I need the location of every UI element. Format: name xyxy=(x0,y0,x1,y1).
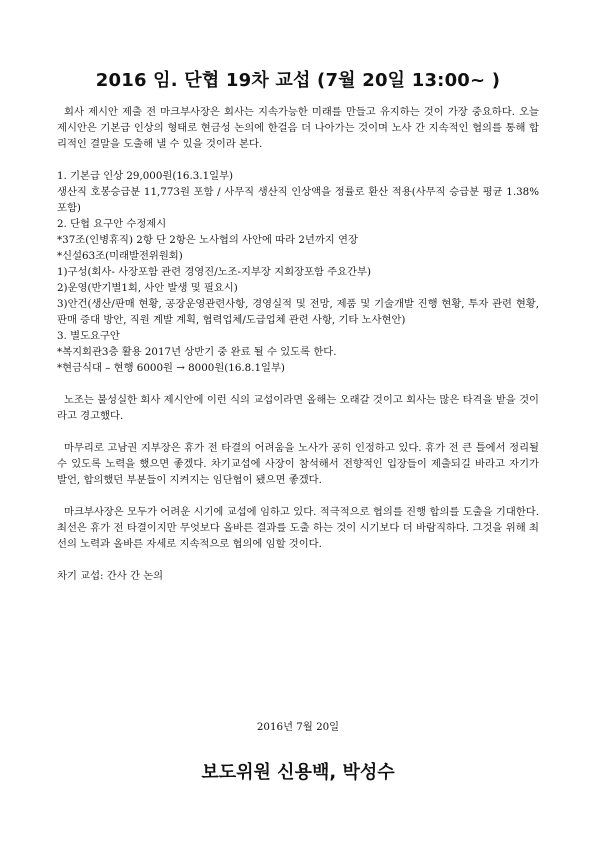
item-agenda: 3)안건(생산/판매 현황, 공장운영관련사항, 경영실적 및 전망, 제품 및 기술개발 진행 현황, 투자 관련 현황, 판매 증대 방안, 직원 계발 계획, 협력업체/도급업체 관련 사항, 기타 노사현안) xyxy=(57,298,539,326)
spacer xyxy=(57,488,539,504)
item-separate-demands: 3. 별도요구안 xyxy=(57,330,120,342)
item-article-37: *37조(인병휴직) 2항 단 2항은 노사협의 사안에 따라 2년까지 연장 xyxy=(57,234,358,246)
item-composition: 1)구성(회사- 사장포함 관련 경영진/노조-지부장 지회장포함 주요간부) xyxy=(57,266,371,278)
closing-paragraph: 마무리로 고남권 지부장은 휴가 전 타결의 어려움을 노사가 공히 인정하고 있다. 휴가 전 큰 틀에서 정리될 수 있도록 노력을 했으면 좋겠다. 차기교섭에 사장이 참석해서 전향적인 입장들이 제출되길 바라고 자기가 발언, 합의했던 부분들이 지켜지는 임단협이 됐으면 좋겠다. xyxy=(57,442,539,486)
reporters-signature: 보도위원 신용백, 박성수 xyxy=(201,762,395,783)
item-basic-pay: 1. 기본급 인상 29,000원(16.3.1일부) xyxy=(57,170,234,182)
document-date: 2016년 7월 20일 xyxy=(256,721,340,733)
vice-president-paragraph: 마크부사장은 모두가 어려운 시기에 교섭에 임하고 있다. 적극적으로 협의를 진행 합의를 도출을 기대한다. 최선은 휴가 전 타결이지만 무엇보다 올바른 결과를 도출 하는 것이 시기보다 더 바람직하다. 그것을 위해 최선의 노력과 올바른 자세로 지속적으로 협의에 임할 것이다. xyxy=(57,506,539,550)
spacer xyxy=(57,376,539,392)
item-meal-allowance: *현금식대 – 현행 6000원 → 8000원(16.8.1일부) xyxy=(57,362,285,374)
item-welfare-hall: *복지회관3층 활용 2017년 상반기 중 완료 될 수 있도록 한다. xyxy=(57,346,337,358)
item-article-63: *신설63조(미래발전위원회) xyxy=(57,250,183,262)
item-basic-pay-detail: 생산직 호봉승급분 11,773원 포함 / 사무직 생산직 인상액을 정률로 환산 적용(사무직 승급분 평균 1.38% 포함) xyxy=(57,186,539,214)
item-operation: 2)운영(반기별1회, 사안 발생 및 필요시) xyxy=(57,282,238,294)
spacer xyxy=(57,552,539,568)
item-revision-heading: 2. 단협 요구안 수정제시 xyxy=(57,218,167,230)
spacer xyxy=(57,424,539,440)
document-title: 2016 임. 단협 19차 교섭 (7월 20일 13:00~ ) xyxy=(95,70,501,91)
spacer xyxy=(57,152,539,168)
document-body xyxy=(57,104,539,584)
intro-paragraph: 회사 제시안 제출 전 마크부사장은 회사는 지속가능한 미래를 만들고 유지하는 것이 가장 중요하다. 오늘 제시안은 기본급 인상의 형태로 현금성 논의에 한걸음 더 나아가는 것이며 노사 간 지속적인 협의를 통해 합리적인 결말을 도출해 낼 수 있을 것이라 본다. xyxy=(57,106,539,150)
next-meeting-note: 차기 교섭: 간사 간 논의 xyxy=(57,570,164,582)
union-paragraph: 노조는 불성실한 회사 제시안에 이런 식의 교섭이라면 올해는 오래갈 것이고 회사는 많은 타격을 받을 것이라고 경고했다. xyxy=(57,394,539,422)
